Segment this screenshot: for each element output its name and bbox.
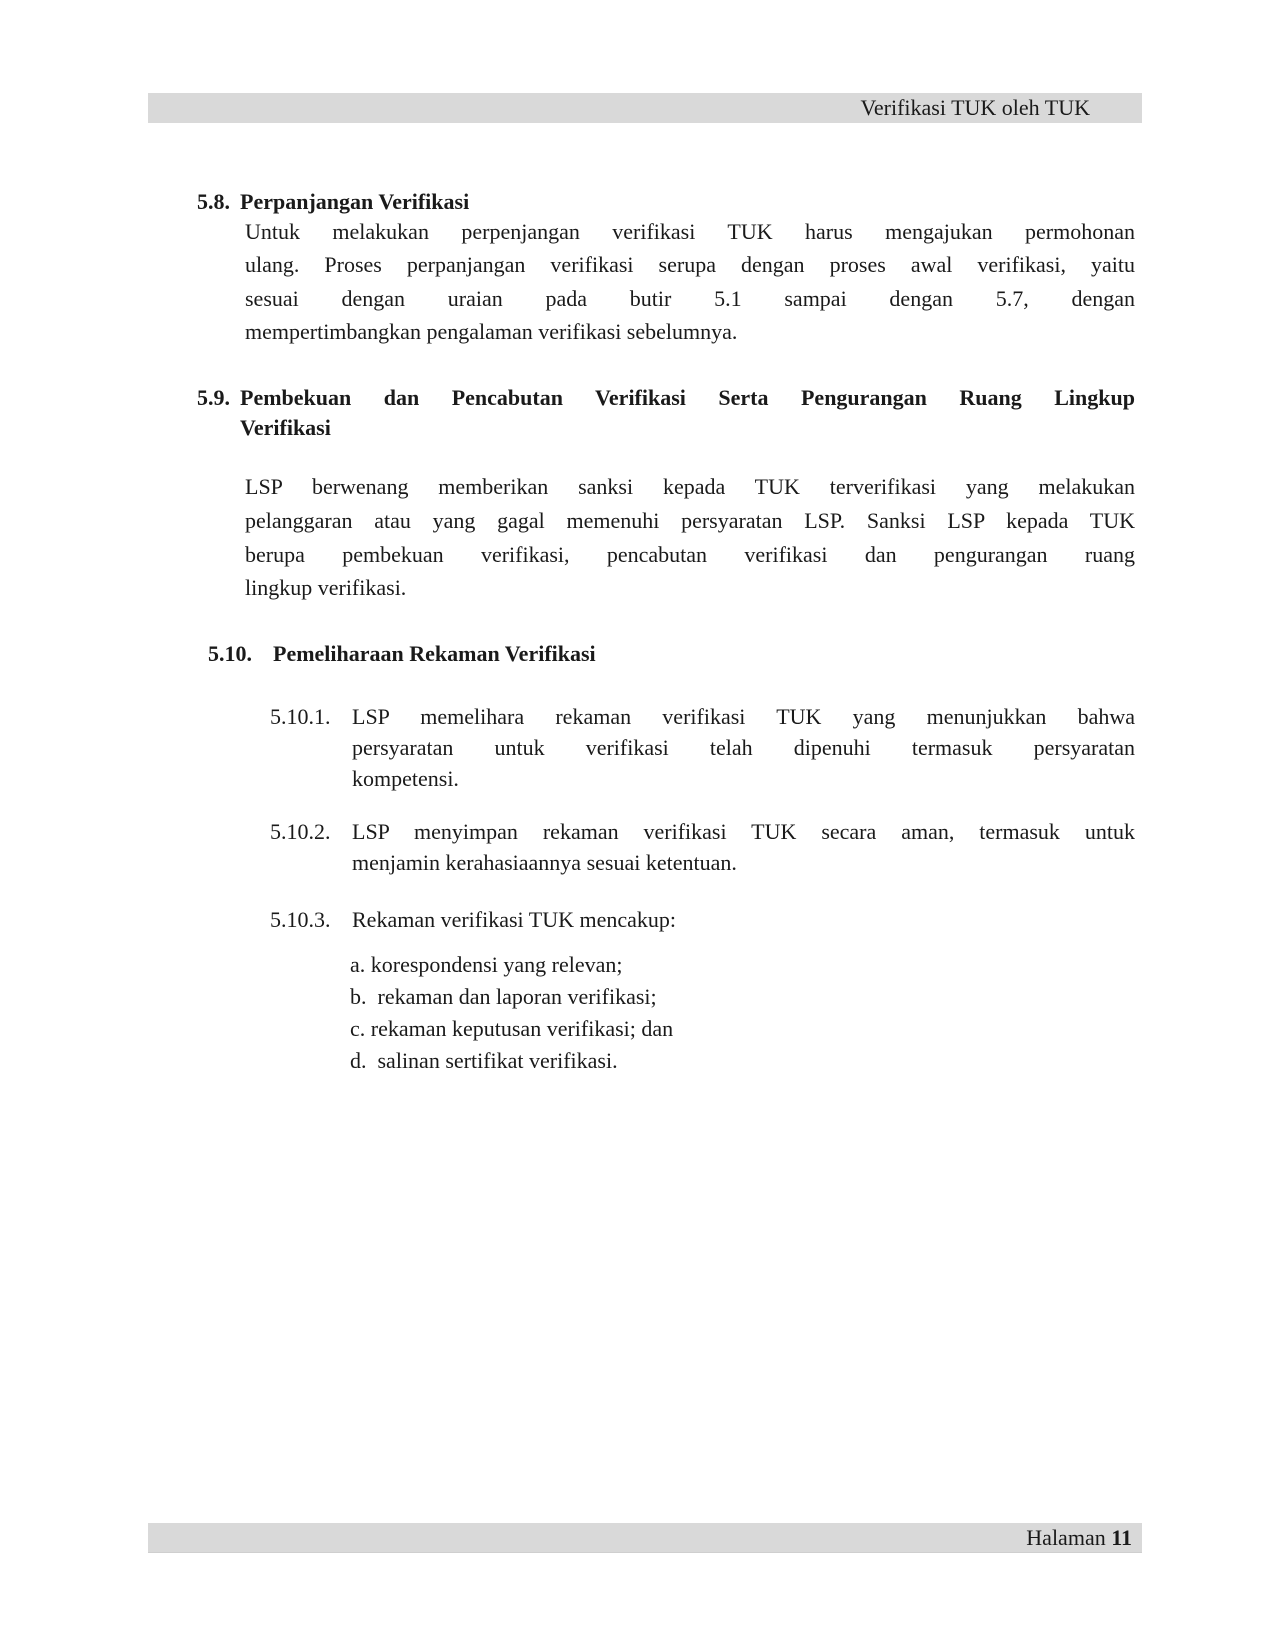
section-title [240,186,1135,217]
subsection-paragraph [352,816,1135,878]
section-5-8-heading [197,186,1135,217]
section-title [273,638,1135,669]
text-line: menjamin kerahasiaannya sesuai ketentuan. [352,850,737,875]
page-number: 11 [1111,1525,1132,1550]
text-line: LSP menyimpan rekaman verifikasi TUK secara aman, termasuk untuk [352,819,1135,844]
text-line: b. rekaman dan laporan verifikasi; [350,984,657,1009]
text-line: LSP memelihara rekaman verifikasi TUK yang menunjukkan bahwa [352,704,1135,729]
text-line: d. salinan sertifikat verifikasi. [350,1048,618,1073]
page-footer-bar [148,1523,1142,1553]
text-line: sesuai dengan uraian pada butir 5.1 sampai dengan 5.7, dengan [245,285,1135,311]
text-line: Rekaman verifikasi TUK mencakup: [352,907,676,932]
text-line: Perpanjangan Verifikasi [240,189,470,214]
subsection-paragraph [352,701,1135,794]
section-5-8-paragraph [245,215,1135,349]
subsection-number: 5.10.1. [270,704,331,729]
subsection-paragraph [352,904,1135,935]
text-line: Untuk melakukan perpenjangan verifikasi TUK harus mengajukan permohonan [245,219,1135,244]
text-line: pelanggaran atau yang gagal memenuhi persyaratan LSP. Sanksi LSP kepada TUK [245,507,1135,533]
text-line: c. rekaman keputusan verifikasi; dan [350,1016,674,1041]
page-header-bar [148,93,1142,123]
section-title [240,383,1135,443]
section-number: 5.10. [208,641,252,666]
text-line: Pembekuan dan Pencabutan Verifikasi Serta Pengurangan Ruang Lingkup [240,385,1135,410]
text-line: ulang. Proses perpanjangan verifikasi serupa dengan proses awal verifikasi, yaitu [245,252,1135,278]
subsection-number: 5.10.3. [270,907,331,932]
text-line: kompetensi. [352,766,459,791]
section-number: 5.8. [197,189,230,214]
section-5-10-heading [208,638,1135,669]
header-title: Verifikasi TUK oleh TUK [860,95,1090,120]
text-line: persyaratan untuk verifikasi telah dipenuhi termasuk persyaratan [352,735,1135,760]
text-line: Verifikasi [240,415,331,440]
text-line: berupa pembekuan verifikasi, pencabutan verifikasi dan pengurangan ruang [245,541,1135,567]
text-line: mempertimbangkan pengalaman verifikasi sebelumnya. [245,319,738,345]
section-5-9-heading [197,383,1135,443]
text-line: Pemeliharaan Rekaman Verifikasi [273,641,596,666]
subsection-number: 5.10.2. [270,819,331,844]
subsection-5-10-2 [270,816,1135,878]
subsection-5-10-1 [270,701,1135,794]
section-number: 5.9. [197,385,230,410]
text-line: lingkup verifikasi. [245,575,407,601]
verification-records-list [350,949,950,1077]
footer-label: Halaman [1026,1525,1106,1550]
footer-text [1026,1525,1132,1550]
subsection-5-10-3 [270,904,1135,935]
text-line: LSP berwenang memberikan sanksi kepada TUK terverifikasi yang melakukan [245,474,1135,499]
section-5-9-paragraph [245,470,1135,605]
text-line: a. korespondensi yang relevan; [350,952,623,977]
